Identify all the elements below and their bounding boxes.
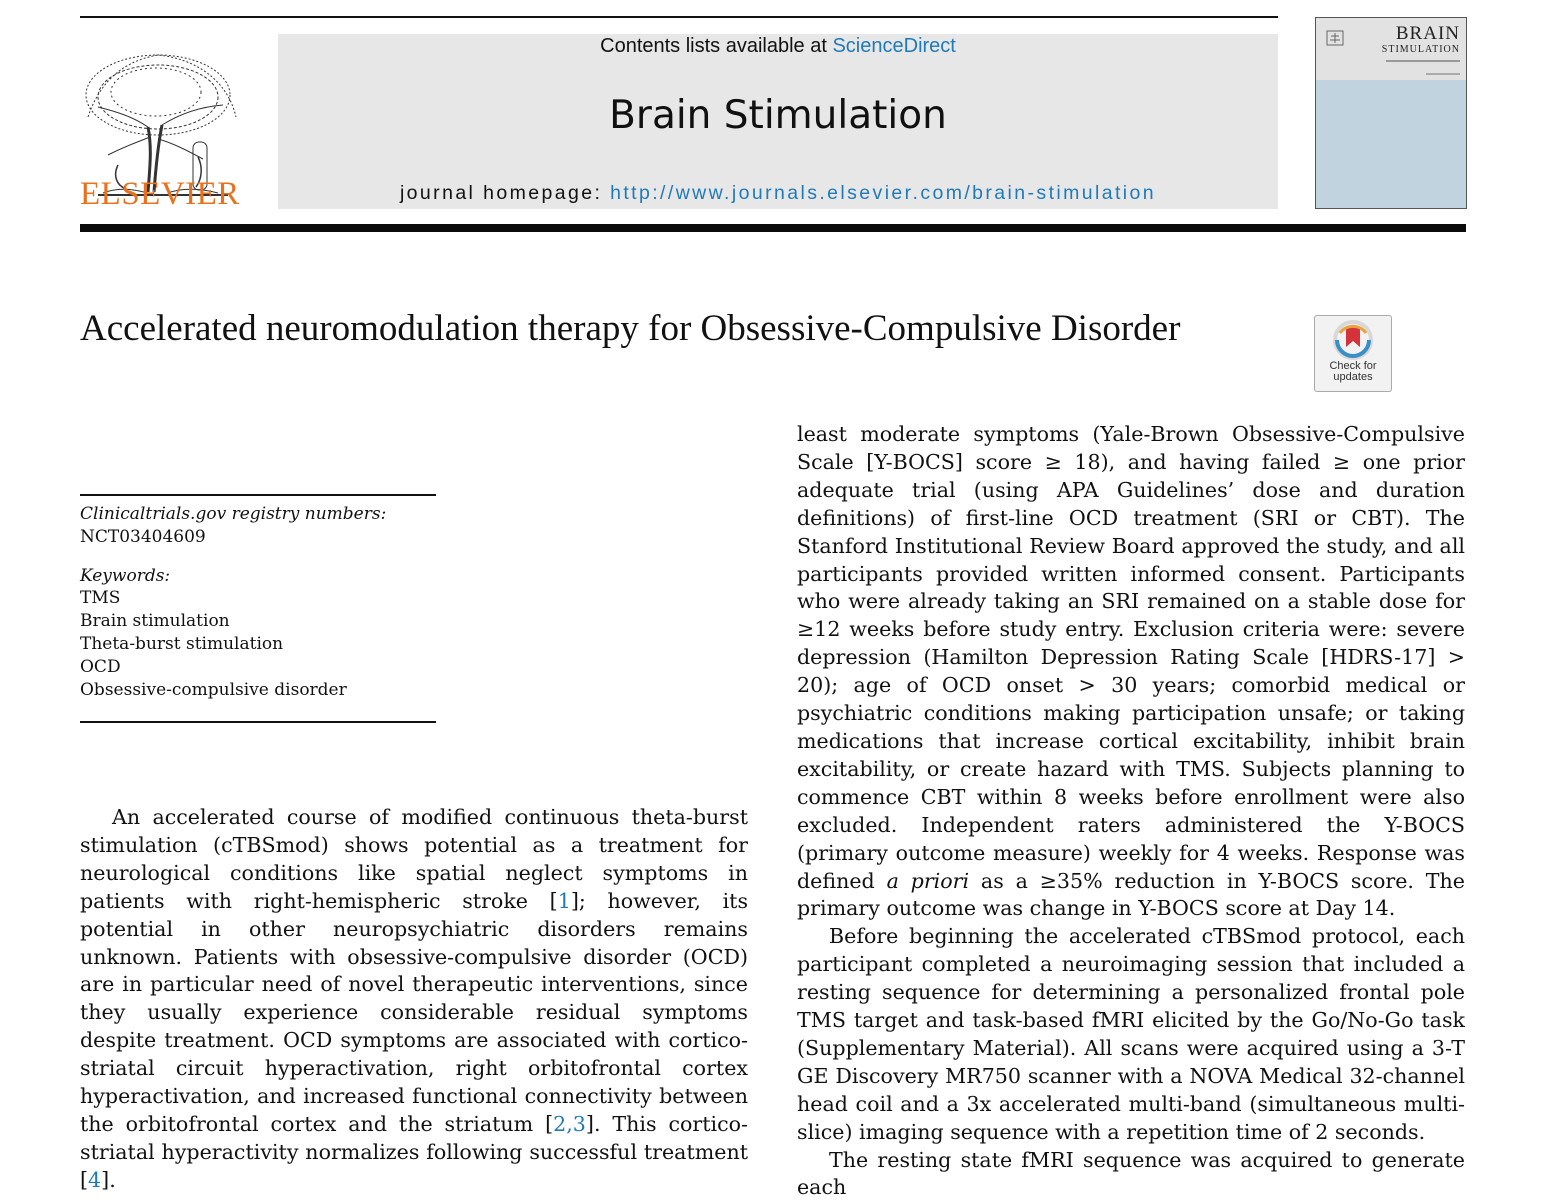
journal-homepage-line bbox=[278, 181, 1278, 205]
registry-label: Clinicaltrials.gov registry numbers: bbox=[80, 504, 387, 524]
reference-link[interactable]: 4 bbox=[88, 1167, 102, 1192]
reference-link[interactable]: 2 bbox=[553, 1111, 567, 1136]
journal-name: Brain Stimulation bbox=[609, 93, 947, 138]
body-left-column bbox=[80, 804, 748, 1195]
contents-line bbox=[278, 34, 1278, 58]
keyword-item: Obsessive-compulsive disorder bbox=[80, 679, 347, 700]
cover-title-main: BRAIN bbox=[1395, 23, 1460, 44]
reference-link[interactable]: 1 bbox=[557, 888, 571, 913]
cover-publisher-icon bbox=[1326, 30, 1344, 46]
article-info-box bbox=[80, 503, 440, 701]
body-paragraph: The resting state fMRI sequence was acquired to generate each bbox=[797, 1147, 1465, 1200]
keyword-item: Brain stimulation bbox=[80, 611, 230, 632]
keyword-item: TMS bbox=[80, 588, 121, 609]
keywords-top-rule bbox=[80, 494, 436, 496]
reference-link[interactable]: 3 bbox=[572, 1111, 586, 1136]
publisher-wordmark: ELSEVIER bbox=[80, 176, 240, 212]
cover-title bbox=[1382, 24, 1460, 56]
homepage-label: journal homepage: bbox=[399, 182, 611, 204]
header-top-rule bbox=[80, 16, 1278, 18]
body-right-column bbox=[797, 421, 1465, 1202]
keywords-label: Keywords: bbox=[80, 565, 171, 586]
keyword-item: OCD bbox=[80, 656, 121, 677]
cover-fine-print bbox=[1386, 60, 1460, 62]
body-paragraph: Before beginning the accelerated cTBSmod protocol, each participant completed a neuroimaging session that included a resting sequence for determining a personalized frontal pole TMS target and task-based fMRI elicited by the Go/No-Go task (Supplementary Material). All scans were acquired using a 3-T GE Discovery MR750 scanner with a NOVA Medical 32-channel head coil and a 3x accelerated multi-band (simultaneous multi-slice) imaging sequence with a repetition time of 2 seconds. bbox=[797, 924, 1465, 1144]
body-paragraph: least moderate symptoms (Yale-Brown Obsessive-Compulsive Scale [Y-BOCS] score ≥ 18), and having failed ≥ one prior adequate trial (using APA Guidelines’ dose and duration definitions) of first-line OCD treatment (SRI or CBT). The Stanford Institutional Review Board approved the study, and all participants provided written informed consent. Participants who were already taking an SRI remained on a stable dose for ≥12 weeks before study entry. Exclusion criteria were: severe depression (Hamilton Depression Rating Scale [HDRS-17] > 20); age of OCD onset > 30 years; comorbid medical or psychiatric conditions making participation unsafe; or taking medications that increase cortical excitability, inhibit brain excitability, or create hazard with TMS. Subjects planning to commence CBT within 8 weeks before enrollment were also excluded. Independent raters administered the Y-BOCS (primary outcome measure) weekly for 4 weeks. Response was defined a priori as a ≥35% reduction in Y-BOCS score. The primary outcome was change in Y-BOCS score at Day 14. bbox=[797, 422, 1465, 921]
registry-number: NCT03404609 bbox=[80, 526, 206, 547]
cover-fine-print-2 bbox=[1426, 73, 1460, 75]
journal-cover-thumbnail[interactable] bbox=[1315, 17, 1467, 209]
journal-banner bbox=[278, 34, 1278, 209]
sciencedirect-link[interactable]: ScienceDirect bbox=[832, 35, 956, 57]
article-title: Accelerated neuromodulation therapy for Obsessive-Compulsive Disorder bbox=[80, 308, 1181, 349]
body-paragraph: An accelerated course of modified continuous theta-burst stimulation (cTBSmod) shows potential as a treatment for neurological conditions like spatial neglect symptoms in patients with right-hemispheric stroke [1]; however, its potential in other neuropsychiatric disorders remains unknown. Patients with obsessive-compulsive disorder (OCD) are in particular need of novel therapeutic interventions, since they usually experience considerable residual symptoms despite treatment. OCD symptoms are associated with cortico-striatal circuit hyperactivation, right orbitofrontal cortex hyperactivation, and increased functional connectivity between the orbitofrontal cortex and the striatum [2,3]. This cortico-striatal hyperactivity normalizes following successful treatment [4]. bbox=[80, 805, 749, 1192]
cover-title-sub: STIMULATION bbox=[1381, 44, 1460, 55]
keywords-bottom-rule bbox=[80, 721, 436, 723]
contents-prefix: Contents lists available at bbox=[600, 35, 833, 57]
header-bottom-rule bbox=[80, 224, 1466, 232]
keyword-item: Theta-burst stimulation bbox=[80, 633, 284, 654]
homepage-link[interactable]: http://www.journals.elsevier.com/brain-stimulation bbox=[610, 182, 1157, 204]
check-for-updates-label: Check for updates bbox=[1329, 360, 1377, 383]
check-for-updates-button[interactable] bbox=[1314, 315, 1392, 392]
crossmark-icon bbox=[1332, 319, 1374, 361]
